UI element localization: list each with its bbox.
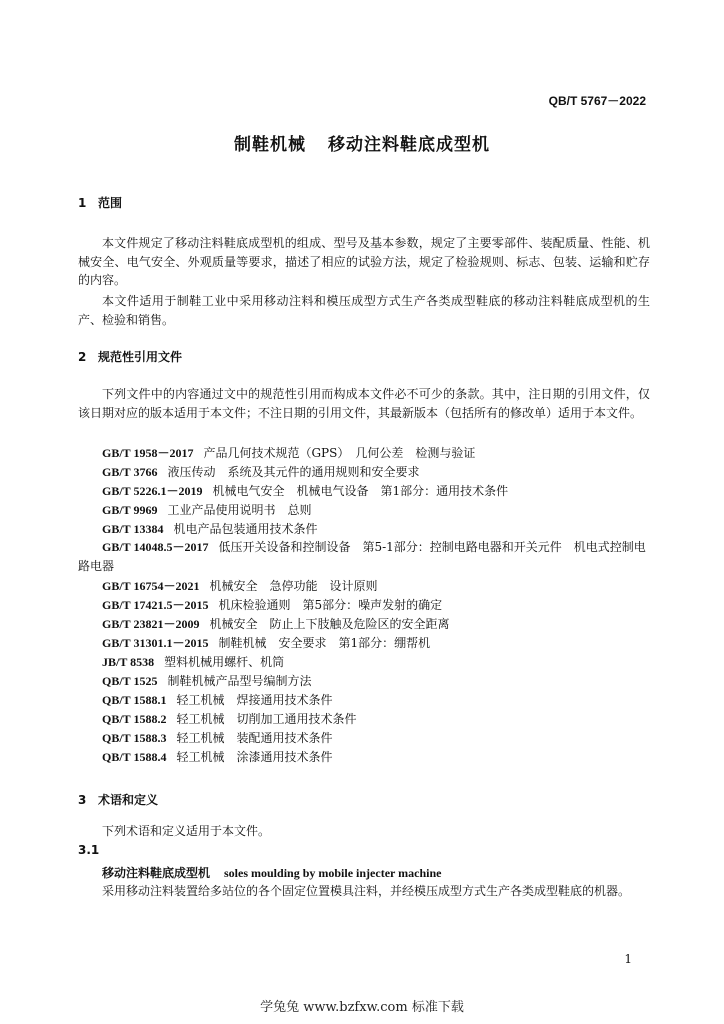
reference-item [102, 748, 332, 765]
reference-item [102, 729, 332, 746]
reference-code: GB/T 23821－2009 [102, 617, 200, 631]
section-number: 1 [78, 196, 87, 210]
reference-title: 轻工机械 切削加工通用技术条件 [176, 712, 357, 726]
standard-code: QB/T 5767－2022 [548, 94, 646, 108]
reference-code: GB/T 14048.5－2017 [102, 540, 209, 554]
page-number: 1 [624, 952, 632, 966]
reference-code: GB/T 31301.1－2015 [102, 636, 209, 650]
reference-item [102, 691, 332, 708]
title-part-2: 移动注料鞋底成型机 [328, 135, 490, 155]
section-3-heading [78, 791, 158, 808]
reference-code: GB/T 1958－2017 [102, 446, 194, 460]
reference-code: QB/T 1525 [102, 674, 158, 688]
section-1-heading [78, 194, 122, 211]
term-number: 3.1 [78, 843, 100, 857]
reference-title: 产品几何技术规范（GPS） 几何公差 检测与验证 [203, 446, 476, 460]
references-intro: 下列文件中的内容通过文中的规范性引用而构成本文件必不可少的条款。其中，注日期的引用文件，仅该日期对应的版本适用于本文件；不注日期的引用文件，其最新版本（包括所有的修改单）适用于本文件。 [78, 387, 650, 420]
reference-title: 机械安全 防止上下肢触及危险区的安全距离 [209, 617, 450, 631]
scope-paragraph-2: 本文件适用于制鞋工业中采用移动注料和模压成型方式生产各类成型鞋底的移动注料鞋底成型机的生产、检验和销售。 [78, 294, 650, 327]
reference-code: QB/T 1588.3 [102, 731, 167, 745]
reference-code: JB/T 8538 [102, 655, 155, 669]
section-number: 2 [78, 350, 87, 364]
term-chinese: 移动注料鞋底成型机 [102, 866, 211, 880]
reference-item [78, 538, 650, 575]
reference-item [102, 444, 475, 461]
reference-title: 机电产品包装通用技术条件 [173, 522, 318, 536]
reference-title: 机械电气安全 机械电气设备 第1部分：通用技术条件 [212, 484, 509, 498]
document-title [0, 130, 724, 155]
reference-code: QB/T 1588.4 [102, 750, 167, 764]
reference-item [102, 501, 311, 518]
section-number: 3 [78, 793, 87, 807]
reference-item [102, 596, 442, 613]
footer-watermark: 学兔兔 www.bzfxw.com 标准下载 [260, 1000, 464, 1015]
title-part-1: 制鞋机械 [234, 135, 306, 155]
reference-title: 塑料机械用螺杆、机筒 [164, 655, 285, 669]
reference-code: GB/T 3766 [102, 465, 158, 479]
reference-title: 低压开关设备和控制设备 第5-1部分：控制电路电器和开关元件 机电式控制电路电器 [78, 540, 646, 573]
reference-title: 制鞋机械产品型号编制方法 [167, 674, 312, 688]
reference-code: GB/T 5226.1－2019 [102, 484, 203, 498]
reference-item [102, 672, 311, 689]
reference-item [102, 482, 508, 499]
reference-item [102, 463, 419, 480]
reference-title: 轻工机械 装配通用技术条件 [176, 731, 333, 745]
term-english: soles moulding by mobile injecter machine [224, 866, 442, 880]
term-entry [102, 864, 441, 881]
reference-item [102, 634, 430, 651]
reference-item [102, 710, 356, 727]
section-title: 规范性引用文件 [98, 350, 183, 364]
reference-item [102, 653, 284, 670]
reference-code: GB/T 16754－2021 [102, 579, 200, 593]
section-title: 术语和定义 [98, 793, 159, 807]
reference-title: 机械安全 急停功能 设计原则 [209, 579, 378, 593]
section-2-heading [78, 348, 182, 365]
reference-item [102, 577, 377, 594]
term-definition: 采用移动注料装置给多站位的各个固定位置模具注料，并经模压成型方式生产各类成型鞋底的机器。 [102, 884, 631, 898]
reference-code: GB/T 13384 [102, 522, 164, 536]
reference-item [102, 520, 317, 537]
reference-title: 机床检验通则 第5部分：噪声发射的确定 [218, 598, 443, 612]
reference-code: QB/T 1588.1 [102, 693, 167, 707]
reference-code: GB/T 17421.5－2015 [102, 598, 209, 612]
section-title: 范围 [98, 196, 123, 210]
terms-intro: 下列术语和定义适用于本文件。 [102, 824, 271, 838]
reference-code: GB/T 9969 [102, 503, 158, 517]
reference-title: 制鞋机械 安全要求 第1部分：绷帮机 [218, 636, 431, 650]
reference-item [102, 615, 449, 632]
reference-code: QB/T 1588.2 [102, 712, 167, 726]
reference-title: 轻工机械 涂漆通用技术条件 [176, 750, 333, 764]
reference-title: 轻工机械 焊接通用技术条件 [176, 693, 333, 707]
reference-title: 液压传动 系统及其元件的通用规则和安全要求 [167, 465, 420, 479]
scope-paragraph-1: 本文件规定了移动注料鞋底成型机的组成、型号及基本参数，规定了主要零部件、装配质量、性能、机械安全、电气安全、外观质量等要求，描述了相应的试验方法，规定了检验规则、标志、包装、运输和贮存的内容。 [78, 236, 650, 287]
reference-title: 工业产品使用说明书 总则 [167, 503, 312, 517]
